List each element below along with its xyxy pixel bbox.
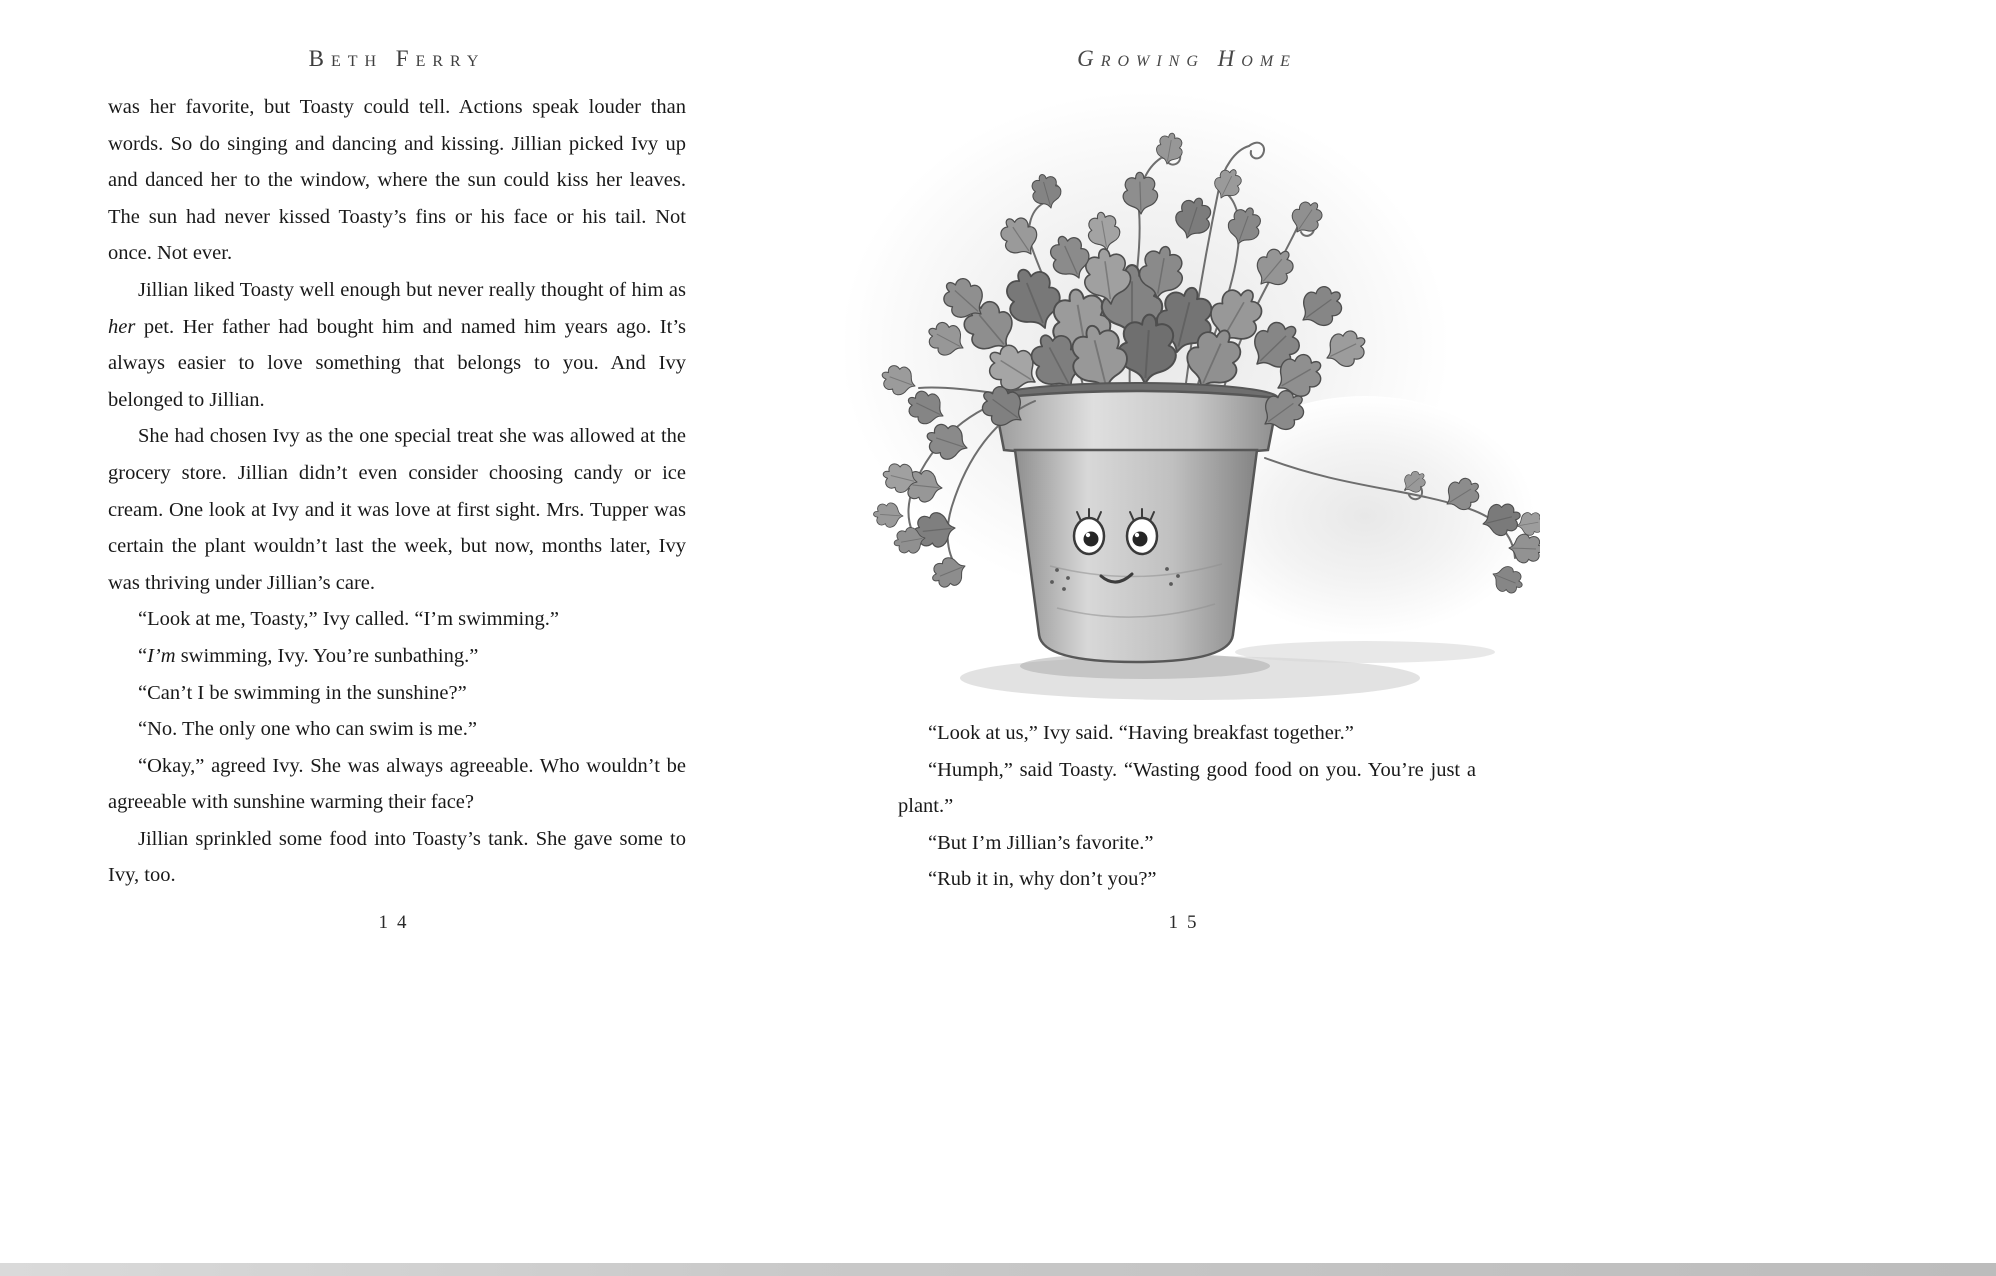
paragraph: [108, 418, 686, 601]
ivy-plant-illustration: [845, 86, 1540, 708]
text-segment: her: [108, 315, 136, 338]
page-number-left: 14: [378, 912, 416, 933]
text-segment: She had chosen Ivy as the one special treat she was allowed at the grocery store. Jillian didn’t even consider choosing candy or ice cream. One look at Ivy and it was love at first sight. Mrs. Tupper was certain the plant wouldn’t last the week, but now, months later, Ivy was thriving under Jillian’s care.: [108, 425, 686, 594]
page-number-right: 15: [1168, 912, 1206, 933]
text-segment: “Okay,” agreed Ivy. She was always agreeable. Who wouldn’t be agreeable with sunshine warming their face?: [108, 754, 686, 814]
paragraph: [108, 711, 686, 748]
paragraph: [898, 715, 1476, 752]
paragraph: [108, 748, 686, 821]
paragraph: [108, 89, 686, 272]
left-page-body-text: [108, 89, 686, 894]
text-segment: I’m: [147, 644, 176, 667]
left-eye: [1074, 509, 1104, 554]
paragraph: [898, 861, 1476, 898]
paragraph: [108, 638, 686, 675]
right-page-body-text: [898, 715, 1476, 898]
text-segment: pet. Her father had bought him and named him years ago. It’s always easier to love something that belongs to you. And Ivy belonged to Jillian.: [108, 315, 686, 411]
paragraph: [898, 752, 1476, 825]
paragraph: [108, 601, 686, 638]
text-segment: “Humph,” said Toasty. “Wasting good food on you. You’re just a plant.”: [898, 758, 1476, 818]
text-segment: “Can’t I be swimming in the sunshine?”: [138, 681, 467, 704]
text-segment: “: [138, 644, 148, 667]
paragraph: [898, 825, 1476, 862]
text-segment: “No. The only one who can swim is me.”: [138, 718, 477, 741]
page-bottom-edge: [0, 1263, 1996, 1276]
text-segment: “Rub it in, why don’t you?”: [928, 868, 1157, 891]
text-segment: was her favorite, but Toasty could tell. Actions speak louder than words. So do singing and dancing and kissing. Jillian picked Ivy up and danced her to the window, where the sun could kiss her leaves. The sun had never kissed Toasty’s fins or his face or his tail. Not once. Not ever.: [108, 96, 686, 265]
running-head-title: Growing Home: [1077, 46, 1297, 71]
text-segment: “Look at me, Toasty,” Ivy called. “I’m swimming.”: [138, 608, 559, 631]
paragraph: [108, 821, 686, 894]
text-segment: swimming, Ivy. You’re sunbathing.”: [175, 644, 479, 667]
running-head-author: Beth Ferry: [308, 46, 486, 71]
paragraph: [108, 272, 686, 418]
text-segment: Jillian sprinkled some food into Toasty’s tank. She gave some to Ivy, too.: [108, 827, 686, 887]
text-segment: “Look at us,” Ivy said. “Having breakfast together.”: [928, 722, 1354, 744]
text-segment: Jillian liked Toasty well enough but never really thought of him as: [138, 278, 686, 301]
potted-ivy-drawing: [845, 86, 1540, 704]
right-eye: [1127, 509, 1157, 554]
text-segment: “But I’m Jillian’s favorite.”: [928, 831, 1154, 854]
paragraph: [108, 675, 686, 712]
